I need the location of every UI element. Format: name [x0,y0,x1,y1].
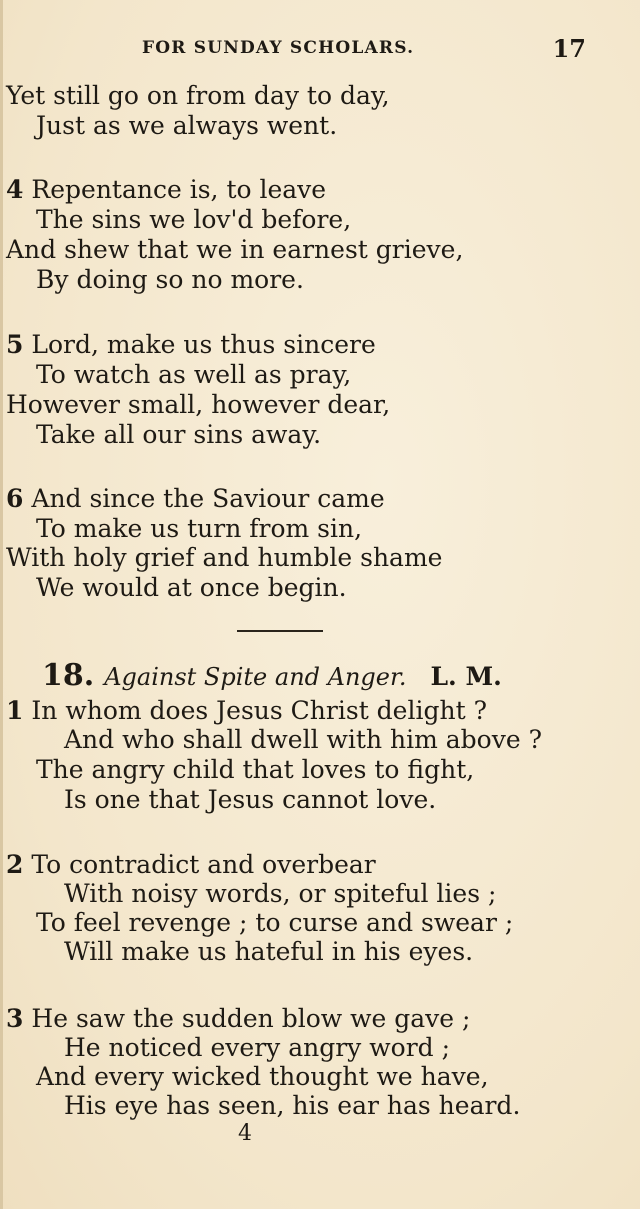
stanza-number: 1 [6,696,24,725]
stanza-number: 5 [6,330,24,359]
verse-line: We would at once begin. [36,573,347,602]
stanza-number: 4 [6,175,24,204]
verse-line: Just as we always went. [36,111,338,140]
verse-line: Will make us hateful in his eyes. [64,937,474,966]
hymn-heading [42,658,602,692]
stanza-number: 6 [6,484,24,513]
stanza-first-line [6,850,376,880]
hymn-meter: L. M. [430,662,502,691]
stanza-first-line [6,484,385,514]
verse-line: Yet still go on from day to day, [6,81,390,110]
verse-line: And since the Saviour came [31,484,385,513]
stanza-number: 2 [6,850,24,879]
verse-line: To feel revenge ; to curse and swear ; [36,908,514,937]
stanza-first-line [6,330,376,360]
stanza-number: 3 [6,1004,24,1033]
verse-line: In whom does Jesus Christ delight ? [31,696,487,725]
page-edge [0,0,3,1209]
verse-line: To contradict and overbear [31,850,376,879]
section-divider [237,630,323,632]
verse-line: He saw the sudden blow we gave ; [31,1004,471,1033]
verse-line: With holy grief and humble shame [6,543,443,572]
signature-mark: 4 [238,1121,252,1146]
verse-line: And shew that we in earnest grieve, [6,235,464,264]
hymn-number: 18. [42,658,95,693]
verse-line: And every wicked thought we have, [36,1062,489,1091]
verse-line: To watch as well as pray, [36,360,352,389]
verse-line: He noticed every angry word ; [64,1033,451,1062]
verse-line: The angry child that loves to fight, [36,755,475,784]
verse-line: Repentance is, to leave [31,175,327,204]
page-number: 17 [552,34,586,63]
verse-line: The sins we lov'd before, [36,205,352,234]
stanza-first-line [6,1004,470,1034]
verse-line: Is one that Jesus cannot love. [64,785,437,814]
page-header [0,34,640,63]
stanza-first-line [6,696,487,726]
verse-line: However small, however dear, [6,390,391,419]
verse-line: Lord, make us thus sincere [31,330,376,359]
verse-line: And who shall dwell with him above ? [64,725,542,754]
stanza-first-line [6,175,326,205]
hymn-title: Against Spite and Anger. [104,663,407,691]
verse-line: To make us turn from sin, [36,514,363,543]
verse-line: By doing so no more. [36,265,304,294]
verse-line: Take all our sins away. [36,420,322,449]
running-head: FOR SUNDAY SCHOLARS. [142,38,415,58]
verse-line: His eye has seen, his ear has heard. [64,1091,521,1120]
verse-line: With noisy words, or spiteful lies ; [64,879,497,908]
